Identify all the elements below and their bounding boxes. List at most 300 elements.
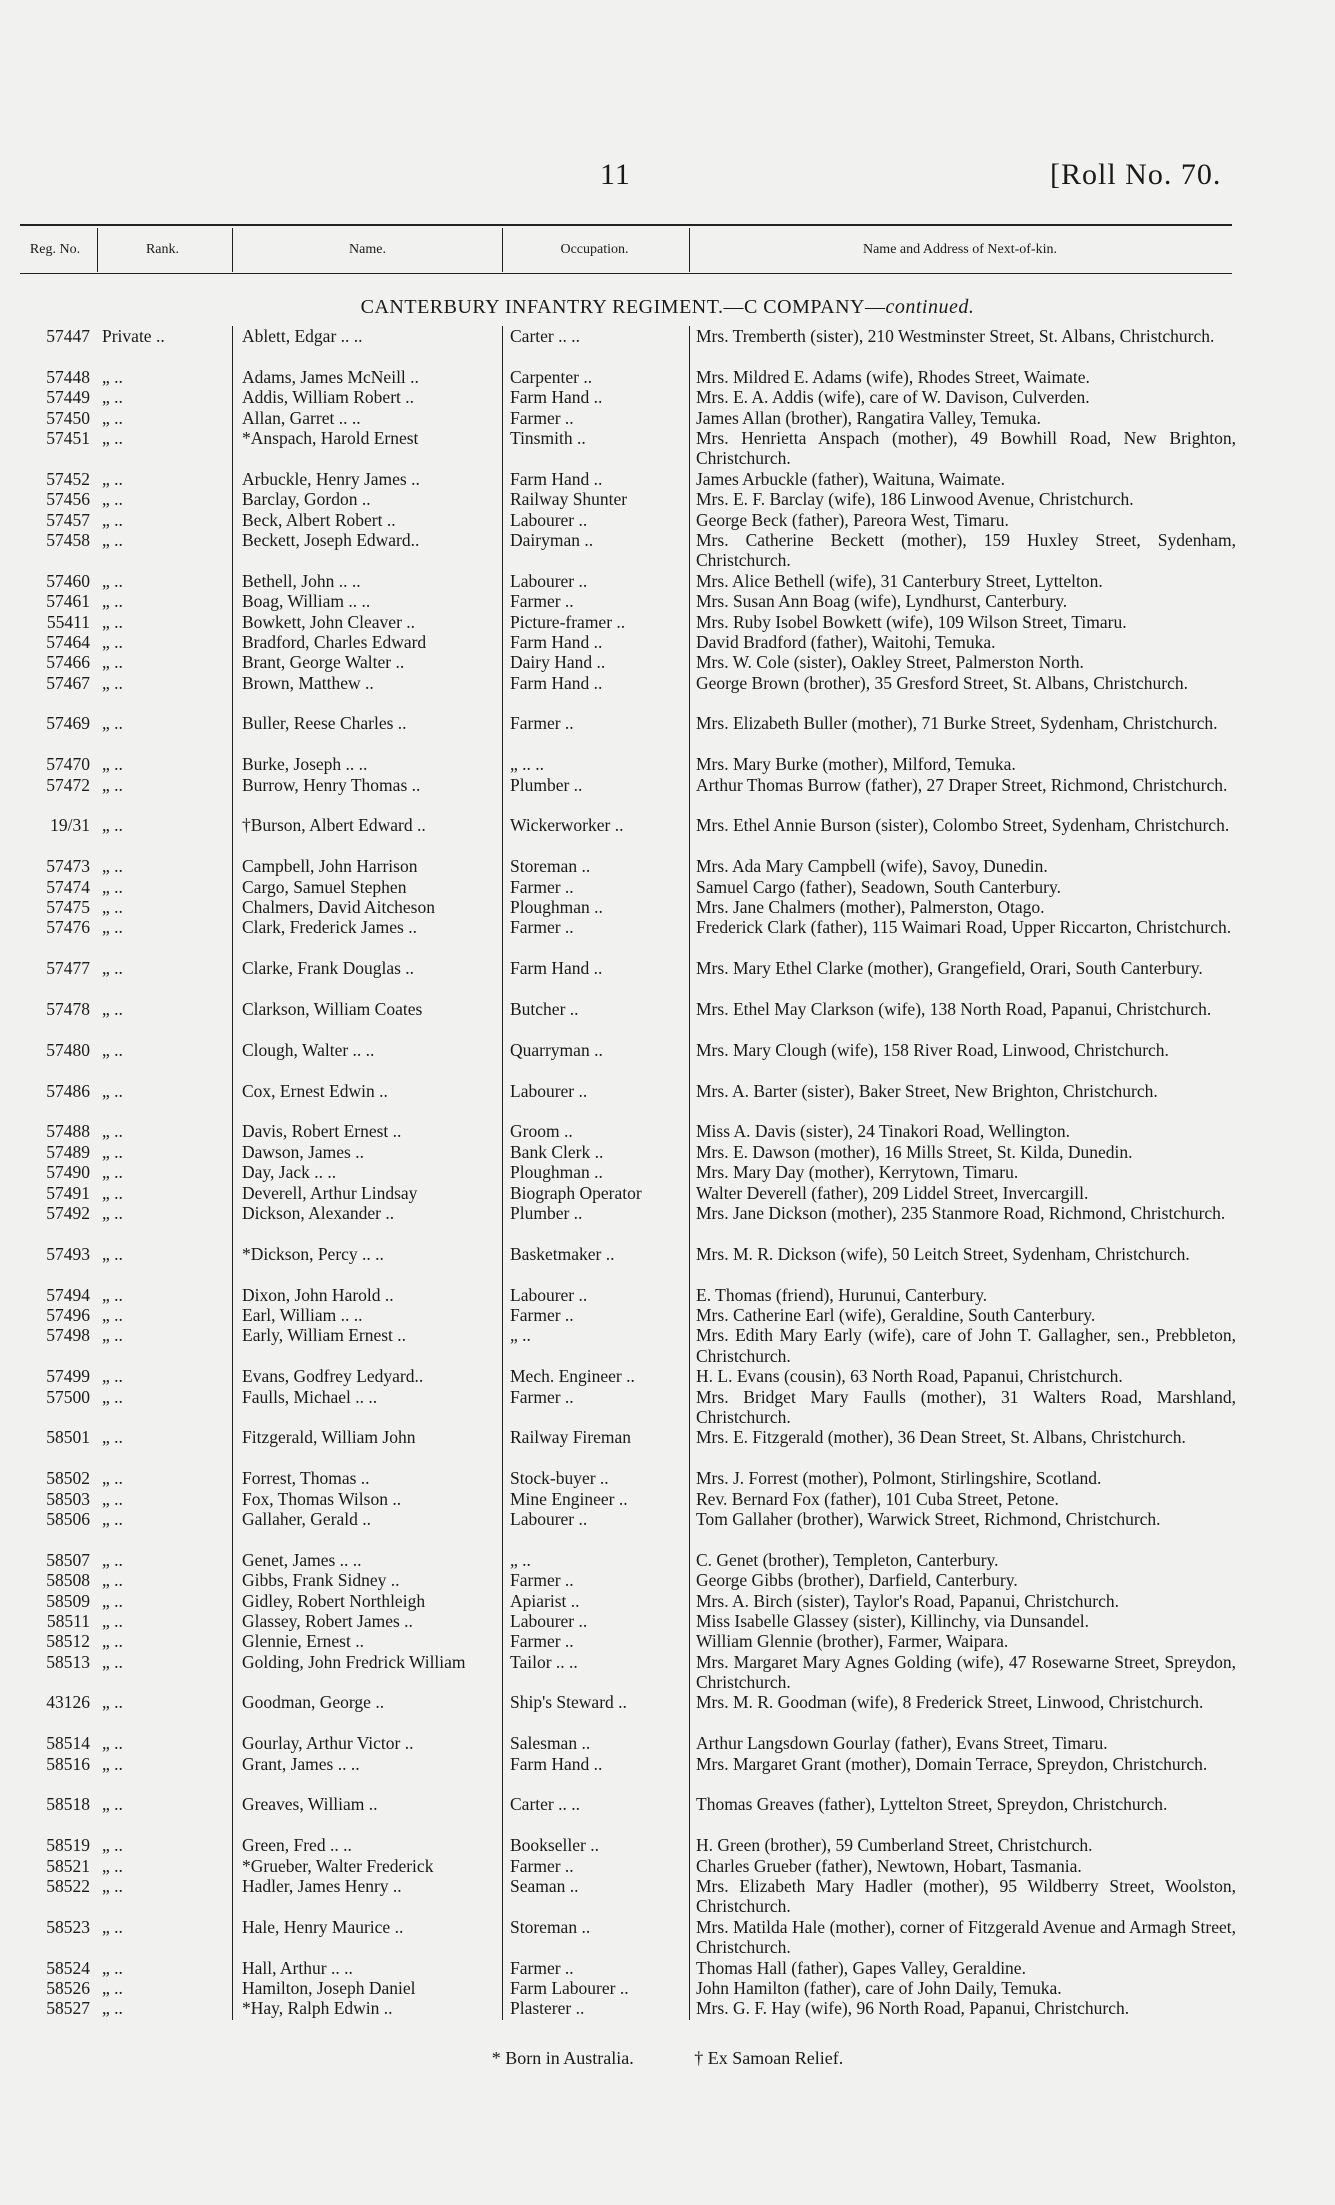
table-row xyxy=(20,1835,1235,1855)
next-of-kin-cell: Mrs. Ruby Isobel Bowkett (wife), 109 Wilson Street, Timaru. xyxy=(696,611,1127,632)
rank-cell: „ .. xyxy=(102,591,123,612)
header-occupation: Occupation. xyxy=(560,242,629,257)
table-row xyxy=(20,1570,1235,1590)
table-row xyxy=(20,489,1235,509)
name-cell: Beckett, Joseph Edward.. xyxy=(242,529,420,550)
roll-table-body xyxy=(20,326,1235,2019)
next-of-kin-cell: H. L. Evans (cousin), 63 North Road, Papanui, Christchurch. xyxy=(696,1366,1123,1387)
occupation-cell: Labourer .. xyxy=(510,1508,588,1529)
table-row xyxy=(20,1754,1235,1795)
name-cell: Burke, Joseph .. .. xyxy=(242,754,368,775)
rank-cell: „ .. xyxy=(102,1835,123,1856)
rank-cell: „ .. xyxy=(102,631,123,652)
reg-no-cell: 57490 xyxy=(46,1162,90,1183)
table-row xyxy=(20,856,1235,876)
rank-cell: „ .. xyxy=(102,1366,123,1387)
next-of-kin-cell: Mrs. E. F. Barclay (wife), 186 Linwood Avenue, Christchurch. xyxy=(696,489,1134,510)
occupation-cell: Plumber .. xyxy=(510,1202,583,1223)
table-row xyxy=(20,387,1235,407)
next-of-kin-cell: George Brown (brother), 35 Gresford Street, St. Albans, Christchurch. xyxy=(696,672,1189,693)
table-row xyxy=(20,571,1235,591)
name-cell: Gourlay, Arthur Victor .. xyxy=(242,1733,414,1754)
reg-no-cell: 43126 xyxy=(46,1692,90,1713)
reg-no-cell: 57478 xyxy=(46,999,90,1020)
name-cell: Allan, Garret .. .. xyxy=(242,407,361,428)
reg-no-cell: 58527 xyxy=(46,1998,90,2019)
occupation-cell: Dairyman .. xyxy=(510,529,594,550)
section-title xyxy=(0,296,1335,319)
table-row xyxy=(20,591,1235,611)
next-of-kin-cell: Mrs. M. R. Dickson (wife), 50 Leitch Street, Sydenham, Christchurch. xyxy=(696,1243,1190,1264)
rank-cell: „ .. xyxy=(102,1957,123,1978)
rank-cell: „ .. xyxy=(102,1916,123,1937)
name-cell: Ablett, Edgar .. .. xyxy=(242,326,363,346)
occupation-cell: Farmer .. xyxy=(510,407,574,428)
reg-no-cell: 57467 xyxy=(46,672,90,693)
next-of-kin-cell: Mrs. Ethel Annie Burson (sister), Colombo Street, Sydenham, Christchurch. xyxy=(696,815,1230,836)
reg-no-cell: 58526 xyxy=(46,1978,90,1999)
table-row xyxy=(20,612,1235,632)
rank-cell: „ .. xyxy=(102,876,123,897)
occupation-cell: Mine Engineer .. xyxy=(510,1488,628,1509)
name-cell: Golding, John Fredrick William xyxy=(242,1651,466,1672)
header-bottom-rule xyxy=(20,273,1232,274)
occupation-cell: Farmer .. xyxy=(510,1855,574,1876)
rank-cell: „ .. xyxy=(102,1182,123,1203)
rank-cell: „ .. xyxy=(102,1876,123,1897)
occupation-cell: Railway Fireman xyxy=(510,1427,632,1448)
header-divider xyxy=(97,228,98,272)
occupation-cell: Bookseller .. xyxy=(510,1835,599,1856)
table-row xyxy=(20,1794,1235,1835)
reg-no-cell: 58514 xyxy=(46,1733,90,1754)
reg-no-cell: 58501 xyxy=(46,1427,90,1448)
next-of-kin-cell: Arthur Langsdown Gourlay (father), Evans Street, Timaru. xyxy=(696,1733,1108,1754)
reg-no-cell: 58524 xyxy=(46,1957,90,1978)
reg-no-cell: 57447 xyxy=(46,326,90,346)
header-next-of-kin: Name and Address of Next-of-kin. xyxy=(862,242,1057,257)
name-cell: Hale, Henry Maurice .. xyxy=(242,1916,404,1937)
name-cell: Arbuckle, Henry James .. xyxy=(242,468,420,489)
next-of-kin-cell: Miss A. Davis (sister), 24 Tinakori Road, Wellington. xyxy=(696,1121,1071,1142)
next-of-kin-cell: Mrs. W. Cole (sister), Oakley Street, Palmerston North. xyxy=(696,652,1084,673)
name-cell: Day, Jack .. .. xyxy=(242,1162,337,1183)
occupation-cell: Biograph Operator xyxy=(510,1182,642,1203)
next-of-kin-cell: H. Green (brother), 59 Cumberland Street, Christchurch. xyxy=(696,1835,1093,1856)
occupation-cell: „ .. xyxy=(510,1325,531,1346)
next-of-kin-cell: Mrs. E. A. Addis (wife), care of W. Davison, Culverden. xyxy=(696,387,1090,408)
next-of-kin-cell: Mrs. Ada Mary Campbell (wife), Savoy, Dunedin. xyxy=(696,856,1048,877)
next-of-kin-cell: Mrs. A. Birch (sister), Taylor's Road, Papanui, Christchurch. xyxy=(696,1590,1120,1611)
name-cell: Clarke, Frank Douglas .. xyxy=(242,958,415,979)
next-of-kin-cell: Rev. Bernard Fox (father), 101 Cuba Street, Petone. xyxy=(696,1488,1059,1509)
table-row xyxy=(20,897,1235,917)
rank-cell: „ .. xyxy=(102,652,123,673)
reg-no-cell: 58511 xyxy=(46,1610,90,1631)
next-of-kin-cell: Tom Gallaher (brother), Warwick Street, Richmond, Christchurch. xyxy=(696,1508,1161,1529)
reg-no-cell: 58502 xyxy=(46,1468,90,1489)
table-row xyxy=(20,999,1235,1040)
reg-no-cell: 57464 xyxy=(46,631,90,652)
occupation-cell: Quarryman .. xyxy=(510,1039,603,1060)
occupation-cell: Farmer .. xyxy=(510,1570,574,1591)
section-title-text: CANTERBURY INFANTRY REGIMENT.—C COMPANY— xyxy=(360,296,886,318)
reg-no-cell: 57469 xyxy=(46,713,90,734)
next-of-kin-cell: David Bradford (father), Waitohi, Temuka. xyxy=(696,631,996,652)
rank-cell: „ .. xyxy=(102,1508,123,1529)
reg-no-cell: 57466 xyxy=(46,652,90,673)
reg-no-cell: 58503 xyxy=(46,1488,90,1509)
next-of-kin-cell: Mrs. Catherine Beckett (mother), 159 Huxley Street, Sydenham, Christchurch. xyxy=(696,529,1236,571)
name-cell: Early, William Ernest .. xyxy=(242,1325,407,1346)
reg-no-cell: 57473 xyxy=(46,856,90,877)
occupation-cell: Dairy Hand .. xyxy=(510,652,606,673)
name-cell: Evans, Godfrey Ledyard.. xyxy=(242,1366,424,1387)
table-row xyxy=(20,877,1235,897)
reg-no-cell: 58523 xyxy=(46,1916,90,1937)
table-row xyxy=(20,917,1235,958)
reg-no-cell: 58519 xyxy=(46,1835,90,1856)
header-top-rule xyxy=(20,224,1232,226)
table-row xyxy=(20,775,1235,816)
name-cell: Earl, William .. .. xyxy=(242,1304,363,1325)
occupation-cell: Ship's Steward .. xyxy=(510,1692,627,1713)
occupation-cell: Labourer .. xyxy=(510,1284,588,1305)
reg-no-cell: 57498 xyxy=(46,1325,90,1346)
occupation-cell: Picture-framer .. xyxy=(510,611,626,632)
reg-no-cell: 57472 xyxy=(46,774,90,795)
name-cell: †Burson, Albert Edward .. xyxy=(242,815,426,836)
reg-no-cell: 57488 xyxy=(46,1121,90,1142)
reg-no-cell: 57493 xyxy=(46,1243,90,1264)
reg-no-cell: 55411 xyxy=(46,611,90,632)
next-of-kin-cell: Mrs. Henrietta Anspach (mother), 49 Bowhill Road, New Brighton, Christchurch. xyxy=(696,427,1236,469)
name-cell: Chalmers, David Aitcheson xyxy=(242,897,435,918)
name-cell: Gibbs, Frank Sidney .. xyxy=(242,1570,400,1591)
rank-cell: „ .. xyxy=(102,1202,123,1223)
name-cell: Davis, Robert Ernest .. xyxy=(242,1121,402,1142)
next-of-kin-cell: Thomas Greaves (father), Lyttelton Street, Spreydon, Christchurch. xyxy=(696,1794,1168,1815)
name-cell: Brown, Matthew .. xyxy=(242,672,374,693)
name-cell: Cox, Ernest Edwin .. xyxy=(242,1080,388,1101)
header-divider xyxy=(232,228,233,272)
table-row xyxy=(20,1040,1235,1081)
rank-cell: „ .. xyxy=(102,366,123,387)
rank-cell: „ .. xyxy=(102,1692,123,1713)
next-of-kin-cell: Mrs. Elizabeth Mary Hadler (mother), 95 Wildberry Street, Woolston, Christchurch. xyxy=(696,1876,1236,1917)
reg-no-cell: 58516 xyxy=(46,1753,90,1774)
next-of-kin-cell: E. Thomas (friend), Hurunui, Canterbury. xyxy=(696,1284,988,1305)
reg-no-cell: 57496 xyxy=(46,1304,90,1325)
table-row xyxy=(20,1387,1235,1428)
reg-no-cell: 57477 xyxy=(46,958,90,979)
table-row xyxy=(20,1142,1235,1162)
occupation-cell: Storeman .. xyxy=(510,856,591,877)
occupation-cell: Ploughman .. xyxy=(510,897,603,918)
next-of-kin-cell: Mrs. Jane Dickson (mother), 235 Stanmore Road, Richmond, Christchurch. xyxy=(696,1202,1226,1223)
occupation-cell: Farmer .. xyxy=(510,1631,574,1652)
table-row xyxy=(20,1917,1235,1958)
next-of-kin-cell: Mrs. Mildred E. Adams (wife), Rhodes Street, Waimate. xyxy=(696,366,1090,387)
table-header xyxy=(20,228,1232,272)
reg-no-cell: 57475 xyxy=(46,897,90,918)
occupation-cell: Farmer .. xyxy=(510,591,574,612)
rank-cell: „ .. xyxy=(102,509,123,530)
reg-no-cell: 57480 xyxy=(46,1039,90,1060)
table-row xyxy=(20,1550,1235,1570)
reg-no-cell: 57451 xyxy=(46,427,90,448)
rank-cell: „ .. xyxy=(102,1080,123,1101)
rank-cell: „ .. xyxy=(102,1243,123,1264)
occupation-cell: Seaman .. xyxy=(510,1876,579,1897)
occupation-cell: Labourer .. xyxy=(510,1610,588,1631)
rank-cell: „ .. xyxy=(102,1121,123,1142)
rank-cell: „ .. xyxy=(102,1794,123,1815)
rank-cell: „ .. xyxy=(102,917,123,938)
table-row xyxy=(20,1958,1235,1978)
rank-cell: „ .. xyxy=(102,1651,123,1672)
next-of-kin-cell: George Beck (father), Pareora West, Timaru. xyxy=(696,509,1009,530)
name-cell: Burrow, Henry Thomas .. xyxy=(242,774,421,795)
rank-cell: „ .. xyxy=(102,1427,123,1448)
roll-number: 70. xyxy=(1180,158,1222,191)
reg-no-cell: 57452 xyxy=(46,468,90,489)
occupation-cell: Butcher .. xyxy=(510,999,579,1020)
rank-cell: „ .. xyxy=(102,999,123,1020)
name-cell: Boag, William .. .. xyxy=(242,591,371,612)
next-of-kin-cell: Mrs. Bridget Mary Faulls (mother), 31 Walters Road, Marshland, Christchurch. xyxy=(696,1386,1236,1427)
reg-no-cell: 57492 xyxy=(46,1202,90,1223)
name-cell: Genet, James .. .. xyxy=(242,1549,362,1570)
table-row xyxy=(20,530,1235,571)
footnotes xyxy=(0,2048,1335,2069)
reg-no-cell: 57500 xyxy=(46,1386,90,1407)
occupation-cell: „ .. xyxy=(510,1549,531,1570)
occupation-cell: Labourer .. xyxy=(510,509,588,530)
occupation-cell: Farm Hand .. xyxy=(510,1753,603,1774)
rank-cell: Private .. xyxy=(102,326,165,346)
table-row xyxy=(20,1489,1235,1509)
occupation-cell: Railway Shunter xyxy=(510,489,628,510)
table-row xyxy=(20,1183,1235,1203)
table-row xyxy=(20,408,1235,428)
table-row xyxy=(20,1631,1235,1651)
name-cell: *Dickson, Percy .. .. xyxy=(242,1243,384,1264)
rank-cell: „ .. xyxy=(102,1488,123,1509)
next-of-kin-cell: Mrs. Mary Ethel Clarke (mother), Grangefield, Orari, South Canterbury. xyxy=(696,958,1203,979)
reg-no-cell: 57476 xyxy=(46,917,90,938)
next-of-kin-cell: Mrs. Catherine Earl (wife), Geraldine, South Canterbury. xyxy=(696,1304,1096,1325)
name-cell: Faulls, Michael .. .. xyxy=(242,1386,378,1407)
occupation-cell: Stock-buyer .. xyxy=(510,1468,609,1489)
reg-no-cell: 57474 xyxy=(46,876,90,897)
reg-no-cell: 57494 xyxy=(46,1284,90,1305)
occupation-cell: Farmer .. xyxy=(510,1304,574,1325)
next-of-kin-cell: Mrs. J. Forrest (mother), Polmont, Stirlingshire, Scotland. xyxy=(696,1468,1102,1489)
table-row xyxy=(20,1121,1235,1141)
rank-cell: „ .. xyxy=(102,1304,123,1325)
occupation-cell: Farmer .. xyxy=(510,1386,574,1407)
table-row xyxy=(20,1427,1235,1468)
name-cell: Gidley, Robert Northleigh xyxy=(242,1590,426,1611)
occupation-cell: Farm Labourer .. xyxy=(510,1978,629,1999)
name-cell: Adams, James McNeill .. xyxy=(242,366,419,387)
reg-no-cell: 57450 xyxy=(46,407,90,428)
rank-cell: „ .. xyxy=(102,1590,123,1611)
table-row xyxy=(20,428,1235,469)
reg-no-cell: 57449 xyxy=(46,387,90,408)
occupation-cell: Farm Hand .. xyxy=(510,958,603,979)
next-of-kin-cell: George Gibbs (brother), Darfield, Canterbury. xyxy=(696,1570,1018,1591)
occupation-cell: Farm Hand .. xyxy=(510,468,603,489)
next-of-kin-cell: Mrs. Edith Mary Early (wife), care of John T. Gallagher, sen., Prebbleton, Christchurch. xyxy=(696,1325,1236,1366)
header-divider xyxy=(502,228,503,272)
occupation-cell: Farmer .. xyxy=(510,713,574,734)
occupation-cell: Tinsmith .. xyxy=(510,427,586,448)
table-row xyxy=(20,469,1235,489)
reg-no-cell: 19/31 xyxy=(50,815,90,836)
rank-cell: „ .. xyxy=(102,468,123,489)
rank-cell: „ .. xyxy=(102,1733,123,1754)
name-cell: Hall, Arthur .. .. xyxy=(242,1957,353,1978)
rank-cell: „ .. xyxy=(102,611,123,632)
next-of-kin-cell: Mrs. Tremberth (sister), 210 Westminster Street, St. Albans, Christchurch. xyxy=(696,326,1215,346)
reg-no-cell: 58508 xyxy=(46,1570,90,1591)
next-of-kin-cell: Mrs. Mary Day (mother), Kerrytown, Timaru. xyxy=(696,1162,1019,1183)
occupation-cell: Carter .. .. xyxy=(510,326,580,346)
footnote-born-australia: * Born in Australia. xyxy=(491,2048,634,2068)
rank-cell: „ .. xyxy=(102,1039,123,1060)
table-row xyxy=(20,367,1235,387)
rank-cell: „ .. xyxy=(102,1631,123,1652)
occupation-cell: Farm Hand .. xyxy=(510,387,603,408)
reg-no-cell: 57486 xyxy=(46,1080,90,1101)
table-row xyxy=(20,673,1235,714)
table-row xyxy=(20,1509,1235,1550)
occupation-cell: Tailor .. .. xyxy=(510,1651,578,1672)
name-cell: Dixon, John Harold .. xyxy=(242,1284,394,1305)
reg-no-cell: 58507 xyxy=(46,1549,90,1570)
reg-no-cell: 57456 xyxy=(46,489,90,510)
next-of-kin-cell: James Arbuckle (father), Waituna, Waimate. xyxy=(696,468,1005,489)
next-of-kin-cell: Mrs. Alice Bethell (wife), 31 Canterbury Street, Lyttelton. xyxy=(696,570,1103,591)
name-cell: Campbell, John Harrison xyxy=(242,856,418,877)
rank-cell: „ .. xyxy=(102,489,123,510)
reg-no-cell: 58518 xyxy=(46,1794,90,1815)
table-row xyxy=(20,1285,1235,1305)
header-rank: Rank. xyxy=(145,242,180,257)
rank-cell: „ .. xyxy=(102,754,123,775)
rank-cell: „ .. xyxy=(102,897,123,918)
name-cell: Addis, William Robert .. xyxy=(242,387,415,408)
occupation-cell: Farmer .. xyxy=(510,1957,574,1978)
reg-no-cell: 57461 xyxy=(46,591,90,612)
name-cell: Deverell, Arthur Lindsay xyxy=(242,1182,418,1203)
name-cell: Bradford, Charles Edward xyxy=(242,631,427,652)
next-of-kin-cell: Mrs. E. Fitzgerald (mother), 36 Dean Street, St. Albans, Christchurch. xyxy=(696,1427,1186,1448)
reg-no-cell: 58513 xyxy=(46,1651,90,1672)
occupation-cell: Storeman .. xyxy=(510,1916,591,1937)
rank-cell: „ .. xyxy=(102,1998,123,2019)
name-cell: Beck, Albert Robert .. xyxy=(242,509,396,530)
rank-cell: „ .. xyxy=(102,1549,123,1570)
next-of-kin-cell: Mrs. Jane Chalmers (mother), Palmerston, Otago. xyxy=(696,897,1045,918)
occupation-cell: Wickerworker .. xyxy=(510,815,624,836)
name-cell: Dickson, Alexander .. xyxy=(242,1202,395,1223)
name-cell: *Hay, Ralph Edwin .. xyxy=(242,1998,393,2019)
table-row xyxy=(20,1468,1235,1488)
next-of-kin-cell: John Hamilton (father), care of John Daily, Temuka. xyxy=(696,1978,1062,1999)
occupation-cell: Farm Hand .. xyxy=(510,631,603,652)
table-row xyxy=(20,1652,1235,1693)
reg-no-cell: 58522 xyxy=(46,1876,90,1897)
name-cell: Brant, George Walter .. xyxy=(242,652,405,673)
next-of-kin-cell: Walter Deverell (father), 209 Liddel Street, Invercargill. xyxy=(696,1182,1089,1203)
page-number: 11 xyxy=(600,158,631,191)
occupation-cell: „ .. .. xyxy=(510,754,545,775)
occupation-cell: Farmer .. xyxy=(510,876,574,897)
rank-cell: „ .. xyxy=(102,1468,123,1489)
occupation-cell: Labourer .. xyxy=(510,1080,588,1101)
table-row xyxy=(20,1203,1235,1244)
table-row xyxy=(20,1081,1235,1122)
next-of-kin-cell: Mrs. Ethel May Clarkson (wife), 138 North Road, Papanui, Christchurch. xyxy=(696,999,1212,1020)
table-row xyxy=(20,1978,1235,1998)
table-row xyxy=(20,1366,1235,1386)
reg-no-cell: 57470 xyxy=(46,754,90,775)
reg-no-cell: 58506 xyxy=(46,1508,90,1529)
footnote-ex-samoan: † Ex Samoan Relief. xyxy=(694,2048,844,2068)
occupation-cell: Salesman .. xyxy=(510,1733,591,1754)
occupation-cell: Farm Hand .. xyxy=(510,672,603,693)
rank-cell: „ .. xyxy=(102,1162,123,1183)
table-row xyxy=(20,713,1235,754)
rank-cell: „ .. xyxy=(102,1141,123,1162)
rank-cell: „ .. xyxy=(102,774,123,795)
rank-cell: „ .. xyxy=(102,815,123,836)
next-of-kin-cell: Mrs. Mary Clough (wife), 158 River Road, Linwood, Christchurch. xyxy=(696,1039,1169,1060)
table-row xyxy=(20,1998,1235,2018)
name-cell: *Grueber, Walter Frederick xyxy=(242,1855,434,1876)
next-of-kin-cell: C. Genet (brother), Templeton, Canterbury. xyxy=(696,1549,999,1570)
header-divider xyxy=(689,228,690,272)
next-of-kin-cell: Mrs. Susan Ann Boag (wife), Lyndhurst, Canterbury. xyxy=(696,591,1068,612)
rank-cell: „ .. xyxy=(102,856,123,877)
next-of-kin-cell: Miss Isabelle Glassey (sister), Killinchy, via Dunsandel. xyxy=(696,1610,1090,1631)
name-cell: Bowkett, John Cleaver .. xyxy=(242,611,416,632)
next-of-kin-cell: Arthur Thomas Burrow (father), 27 Draper Street, Richmond, Christchurch. xyxy=(696,774,1228,795)
rank-cell: „ .. xyxy=(102,407,123,428)
next-of-kin-cell: Mrs. Matilda Hale (mother), corner of Fitzgerald Avenue and Armagh Street, Christchurch. xyxy=(696,1916,1236,1958)
name-cell: Clough, Walter .. .. xyxy=(242,1039,375,1060)
name-cell: Dawson, James .. xyxy=(242,1141,364,1162)
rank-cell: „ .. xyxy=(102,1610,123,1631)
table-row xyxy=(20,1692,1235,1733)
rank-cell: „ .. xyxy=(102,427,123,448)
header-reg-no: Reg. No. xyxy=(29,242,81,257)
table-row xyxy=(20,1162,1235,1182)
name-cell: Grant, James .. .. xyxy=(242,1753,360,1774)
occupation-cell: Carpenter .. xyxy=(510,366,593,387)
name-cell: Buller, Reese Charles .. xyxy=(242,713,407,734)
next-of-kin-cell: Thomas Hall (father), Gapes Valley, Geraldine. xyxy=(696,1957,1026,1978)
table-row xyxy=(20,1876,1235,1917)
next-of-kin-cell: Mrs. Margaret Mary Agnes Golding (wife), 47 Rosewarne Street, Spreydon, Christchurch. xyxy=(696,1651,1236,1693)
reg-no-cell: 58521 xyxy=(46,1855,90,1876)
rank-cell: „ .. xyxy=(102,529,123,550)
rank-cell: „ .. xyxy=(102,1855,123,1876)
name-cell: Clarkson, William Coates xyxy=(242,999,423,1020)
